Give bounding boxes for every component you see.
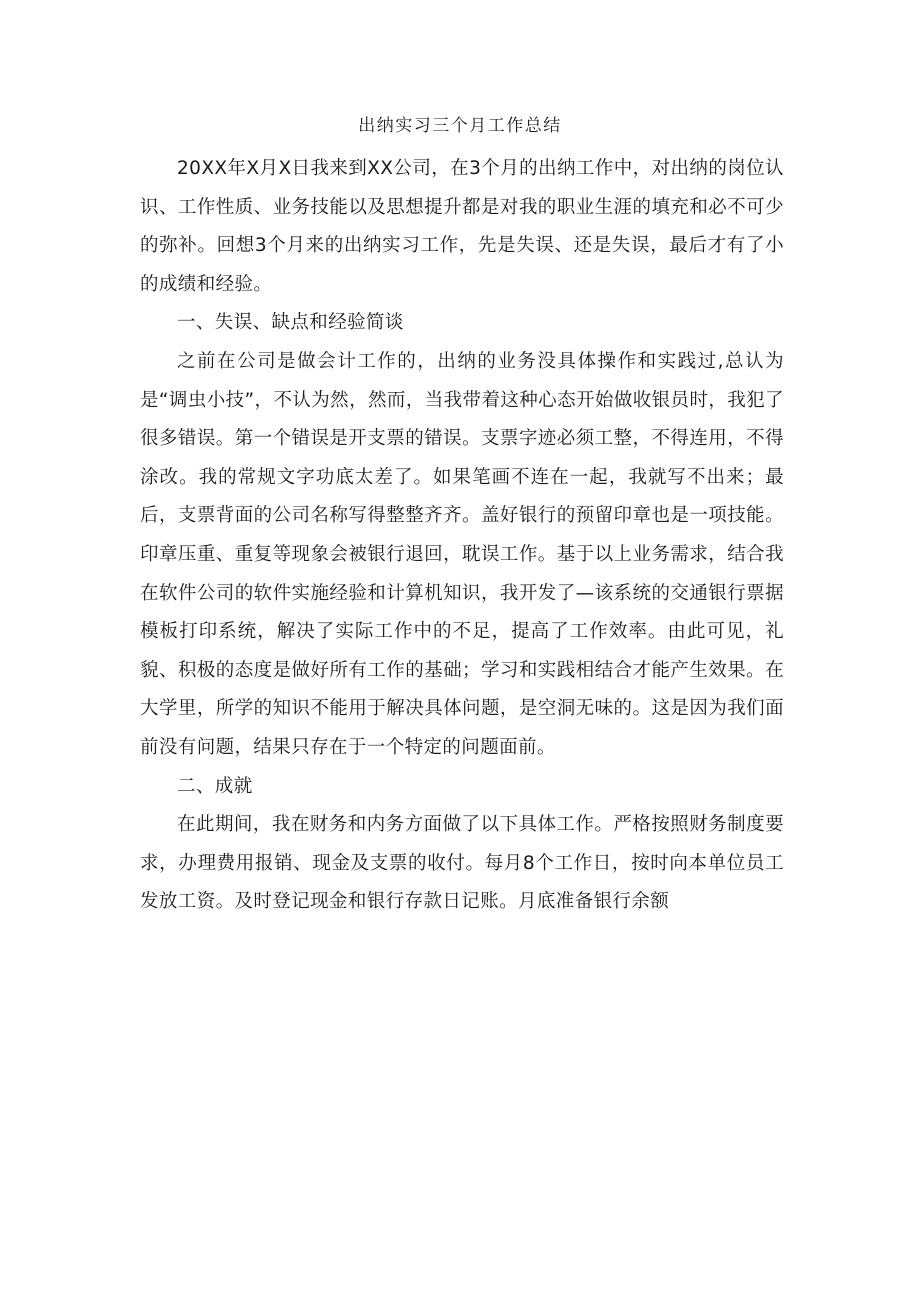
section-heading-achievements: 二、成就 [177,775,253,797]
document-body [140,150,784,922]
document-title: 出纳实习三个月工作总结 [358,116,562,136]
intro-paragraph: 20XX年X月X日我来到XX公司，在3个月的出纳工作中，对出纳的岗位认识、工作性质、业务技能以及思想提升都是对我的职业生涯的填充和必不可少的弥补。回想3个月来的出纳实习工作，先是失误、还是失误，最后才有了小的成绩和经验。 [140,158,784,295]
mistakes-paragraph: 之前在公司是做会计工作的，出纳的业务没具体操作和实践过,总认为是“调虫小技”，不认为然，然而，当我带着这种心态开始做收银员时，我犯了很多错误。第一个错误是开支票的错误。支票字迹必须工整，不得连用，不得涂改。我的常规文字功底太差了。如果笔画不连在一起，我就写不出来；最后，支票背面的公司名称写得整整齐齐。盖好银行的预留印章也是一项技能。印章压重、重复等现象会被银行退回，耽误工作。基于以上业务需求，结合我在软件公司的软件实施经验和计算机知识，我开发了—该系统的交通银行票据模板打印系统，解决了实际工作中的不足，提高了工作效率。由此可见，礼貌、积极的态度是做好所有工作的基础；学习和实践相结合才能产生效果。在大学里，所学的知识不能用于解决具体问题，是空洞无味的。这是因为我们面前没有问题，结果只存在于一个特定的问题面前。 [140,350,784,758]
achievements-paragraph: 在此期间，我在财务和内务方面做了以下具体工作。严格按照财务制度要求，办理费用报销、现金及支票的收付。每月8个工作日，按时向本单位员工发放工资。及时登记现金和银行存款日记账。月底准备银行余额 [140,814,784,913]
section-heading-mistakes: 一、失误、缺点和经验简谈 [177,312,404,334]
